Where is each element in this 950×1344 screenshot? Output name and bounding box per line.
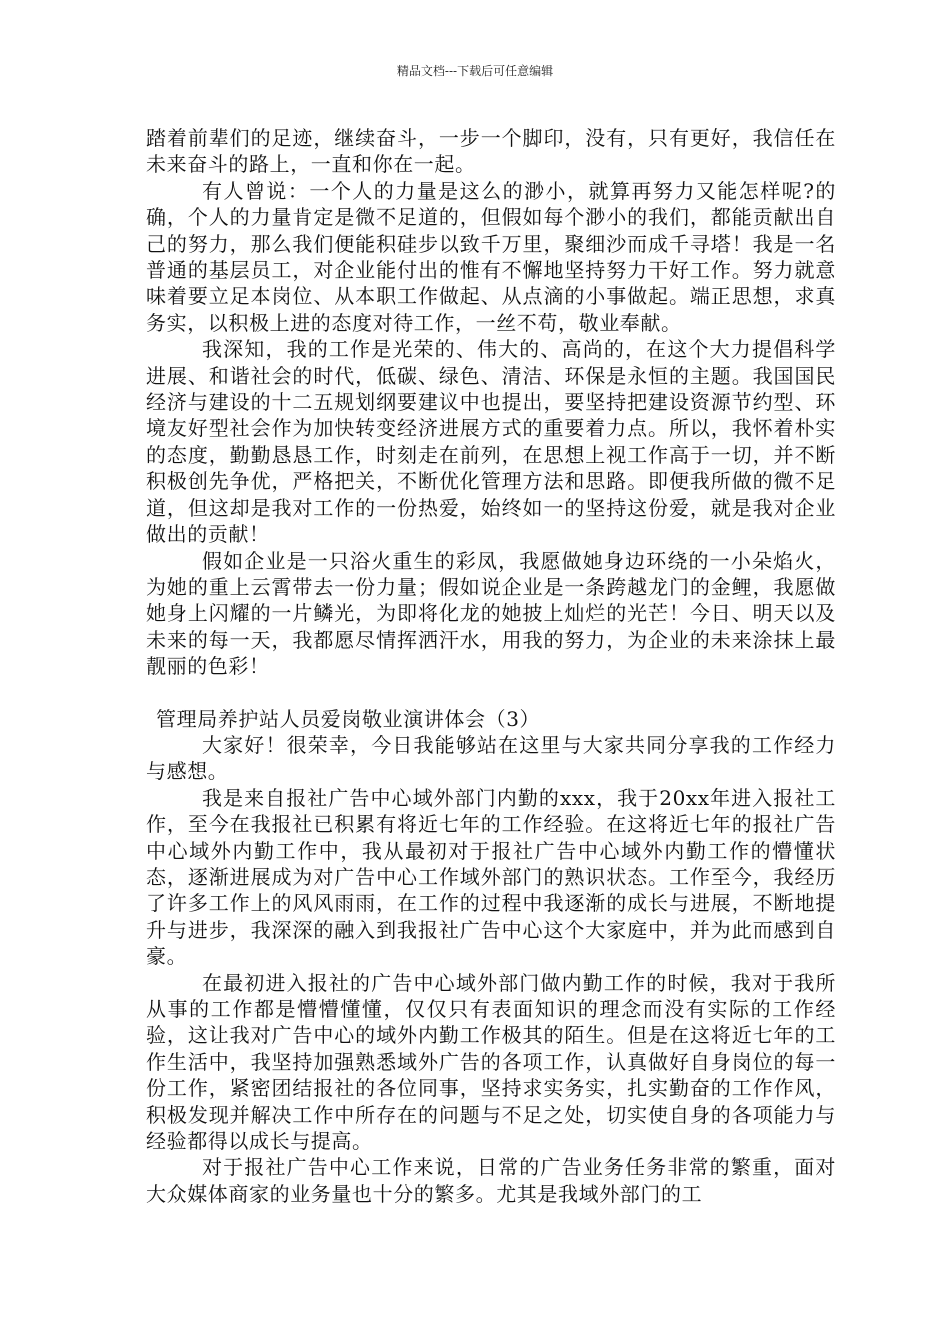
paragraph: 我是来自报社广告中心域外部门内勤的xxx，我于20xx年进入报社工作，至今在我报社已积累有将近七年的工作经验。在这将近七年的报社广告中心域外内勤工作中，我从最初对于报社广告中心域外内勤工作的懵懂状态，逐渐进展成为对广告中心工作域外部门的熟识状态。工作至今，我经历了许多工作上的风风雨雨，在工作的过程中我逐渐的成长与进展，不断地提升与进步，我深深的融入到我报社广告中心这个大家庭中，并为此而感到自豪。 xyxy=(146,785,836,969)
document-body xyxy=(146,125,836,1207)
paragraph: 踏着前辈们的足迹，继续奋斗，一步一个脚印，没有，只有更好，我信任在未来奋斗的路上，一直和你在一起。 xyxy=(146,126,836,177)
paragraph-spacer xyxy=(146,680,836,706)
paragraph: 假如企业是一只浴火重生的彩凤，我愿做她身边环绕的一小朵焰火，为她的重上云霄带去一份力量；假如说企业是一条跨越龙门的金鲤，我愿做她身上闪耀的一片鳞光，为即将化龙的她披上灿烂的光芒！今日、明天以及未来的每一天，我都愿尽情挥洒汗水，用我的努力，为企业的未来涂抹上最靓丽的色彩！ xyxy=(146,548,836,679)
section-title: 管理局养护站人员爱岗敬业演讲体会（3） xyxy=(156,706,541,731)
paragraph: 大家好！很荣幸，今日我能够站在这里与大家共同分享我的工作经力与感想。 xyxy=(146,732,836,784)
paragraph: 有人曾说：一个人的力量是这么的渺小，就算再努力又能怎样呢?的确，个人的力量肯定是微不足道的，但假如每个渺小的我们，都能贡献出自己的努力，那么我们便能积硅步以致千万里，聚细沙而成千寻塔！我是一名普通的基层员工，对企业能付出的惟有不懈地坚持努力干好工作。努力就意味着要立足本岗位、从本职工作做起、从点滴的小事做起。端正思想，求真务实，以积极上进的态度对待工作，一丝不苟，敬业奉献。 xyxy=(146,178,836,335)
paragraph: 我深知，我的工作是光荣的、伟大的、高尚的，在这个大力提倡科学进展、和谐社会的时代，低碳、绿色、清洁、环保是永恒的主题。我国国民经济与建设的十二五规划纲要建议中也提出，要坚持把建设资源节约型、环境友好型社会作为加快转变经济进展方式的重要着力点。所以，我怀着朴实的态度，勤勤恳恳工作，时刻走在前列，在思想上视工作高于一切，并不断积极创先争优，严格把关，不断优化管理方法和思路。即便我所做的微不足道，但这却是我对工作的一份热爱，始终如一的坚持这份爱，就是我对企业做出的贡献！ xyxy=(146,337,836,547)
page-header: 精品文档---下载后可任意编辑 xyxy=(396,64,554,78)
paragraph: 在最初进入报社的广告中心域外部门做内勤工作的时候，我对于我所从事的工作都是懵懵懂懂，仅仅只有表面知识的理念而没有实际的工作经验，这让我对广告中心的域外内勤工作极其的陌生。但是在这将近七年的工作生活中，我坚持加强熟悉域外广告的各项工作，认真做好自身岗位的每一份工作，紧密团结报社的各位同事，坚持求实务实，扎实勤奋的工作作风，积极发现并解决工作中所存在的问题与不足之处，切实使自身的各项能力与经验都得以成长与提高。 xyxy=(146,970,836,1154)
paragraph: 对于报社广告中心工作来说，日常的广告业务任务非常的繁重，面对大众媒体商家的业务量也十分的繁多。尤其是我域外部门的工 xyxy=(146,1155,836,1206)
